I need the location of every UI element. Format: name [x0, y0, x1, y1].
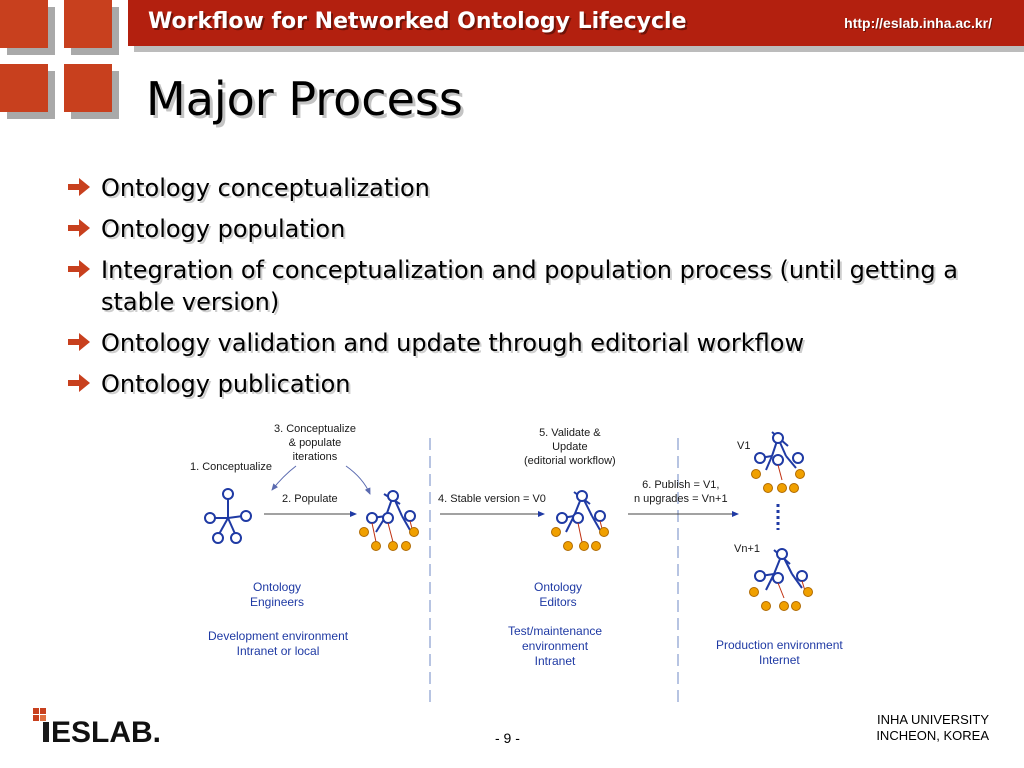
- svg-text:ESLAB.: ESLAB.: [51, 716, 162, 746]
- iteration-arrow-left: [272, 466, 296, 490]
- ontology-tree-populated: [360, 491, 419, 551]
- arrow-right-icon: [66, 176, 92, 198]
- bullet-item: Ontology conceptualization: [66, 172, 966, 204]
- label-test-environment: Test/maintenance environment Intranet: [508, 624, 603, 668]
- ontology-tree-validated: [552, 491, 609, 551]
- arrow-right-icon: [66, 217, 92, 239]
- bullet-item: Ontology publication: [66, 368, 966, 400]
- label-step1: 1. Conceptualize: [190, 461, 272, 473]
- label-v1: V1: [737, 440, 751, 452]
- university-label: INHA UNIVERSITY INCHEON, KOREA: [876, 712, 989, 743]
- arrow-right-icon: [66, 331, 92, 353]
- ontology-tree-v1: [752, 432, 805, 493]
- header-url[interactable]: http://eslab.inha.ac.kr/: [844, 15, 992, 31]
- label-step6: 6. Publish = V1, n upgrades = Vn+1: [634, 479, 728, 505]
- label-step4: 4. Stable version = V0: [438, 493, 546, 505]
- label-ontology-editors: Ontology Editors: [534, 580, 583, 609]
- label-step5: 5. Validate & Update (editorial workflow): [524, 427, 616, 467]
- label-step3: 3. Conceptualize & populate iterations: [274, 423, 356, 463]
- ontology-tree-vn1: [750, 549, 813, 611]
- page-number: - 9 -: [495, 730, 520, 746]
- eslab-logo: [33, 706, 193, 746]
- arrow-right-icon: [66, 372, 92, 394]
- bullet-list: [66, 172, 966, 409]
- bullet-item: Ontology validation and update through editorial workflow: [66, 327, 966, 359]
- label-vn1: Vn+1: [734, 543, 760, 555]
- header-title: Workflow for Networked Ontology Lifecycle: [148, 9, 687, 34]
- header-bar-shadow: [134, 46, 1024, 52]
- iteration-arrow-right: [346, 466, 370, 494]
- label-development-environment: Development environment Intranet or local: [208, 629, 349, 658]
- arrow-right-icon: [66, 258, 92, 280]
- label-production-environment: Production environment Internet: [716, 638, 843, 667]
- label-ontology-engineers: Ontology Engineers: [250, 580, 305, 609]
- bullet-item: Ontology population: [66, 213, 966, 245]
- bullet-item: Integration of conceptualization and population process (until getting a stable version): [66, 254, 966, 318]
- slide-title: Major Process: [146, 72, 463, 126]
- ontology-tree-conceptual: [205, 489, 251, 543]
- label-step2: 2. Populate: [282, 493, 338, 505]
- workflow-diagram: [188, 418, 843, 708]
